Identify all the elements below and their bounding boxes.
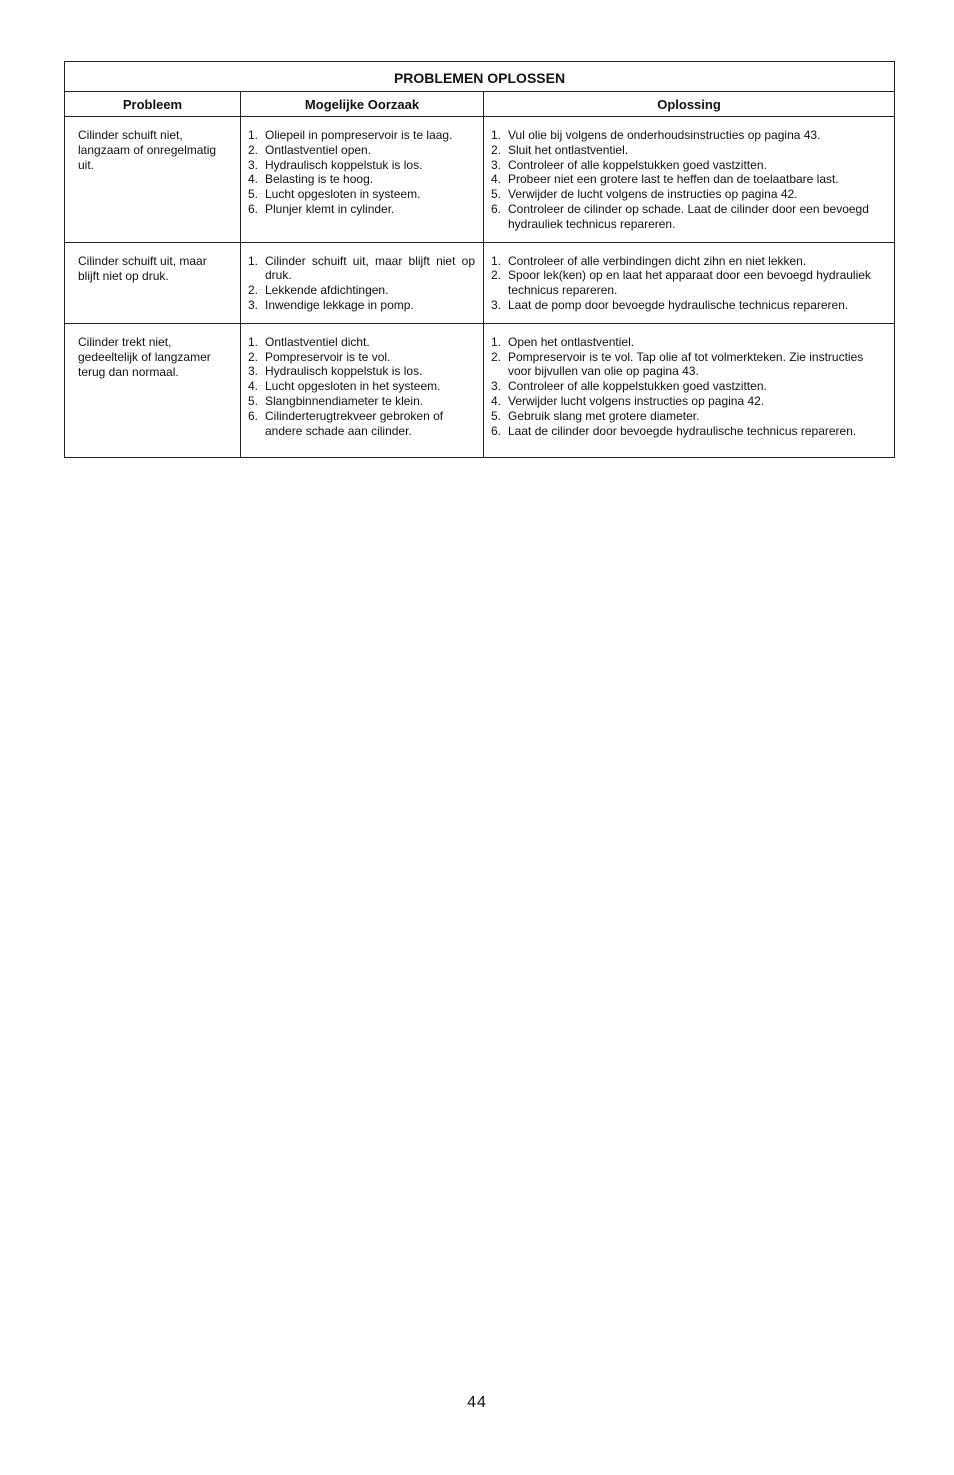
cause-list bbox=[248, 335, 475, 439]
solution-list bbox=[491, 335, 886, 439]
list-item: 6. Controleer de cilinder op schade. Laat de cilinder door een bevoegd hydrauliek technicus repareren. bbox=[491, 201, 869, 231]
problem-cell: Cilinder schuift uit, maar blijft niet op druk. bbox=[65, 242, 241, 323]
list-item: 3. Hydraulisch koppelstuk is los. bbox=[248, 157, 423, 172]
list-item: 2. Lekkende afdichtingen. bbox=[248, 283, 389, 298]
table-title: PROBLEMEN OPLOSSEN bbox=[65, 62, 895, 92]
problem-cell: Cilinder trekt niet, gedeeltelijk of langzamer terug dan normaal. bbox=[65, 323, 241, 457]
list-item: 6. Cilinderterugtrekveer gebroken of andere schade aan cilinder. bbox=[248, 408, 444, 438]
list-item: 3. Hydraulisch koppelstuk is los. bbox=[248, 364, 423, 379]
cause-list bbox=[248, 128, 475, 217]
list-item: 2. Pompreservoir is te vol. Tap olie af tot volmerkteken. Zie instructies voor bijvullen van olie op pagina 43. bbox=[491, 349, 864, 379]
list-item: 2. Spoor lek(ken) op en laat het apparaat door een bevoegd hydrauliek technicus repareren. bbox=[491, 268, 871, 298]
list-item: 1. Vul olie bij volgens de onderhoudsinstructies op pagina 43. bbox=[491, 128, 821, 142]
list-item: 1. Oliepeil in pompreservoir is te laag. bbox=[248, 128, 453, 142]
list-item: 5. Gebruik slang met grotere diameter. bbox=[491, 408, 700, 423]
list-item: 1. Open het ontlastventiel. bbox=[491, 334, 635, 349]
cause-cell bbox=[241, 323, 484, 457]
column-header-solution: Oplossing bbox=[484, 92, 895, 117]
list-item: 5. Lucht opgesloten in systeem. bbox=[248, 187, 421, 202]
cause-cell bbox=[241, 242, 484, 323]
list-item: 5. Verwijder de lucht volgens de instructies op pagina 42. bbox=[491, 187, 798, 202]
list-item: 4. Verwijder lucht volgens instructies op pagina 42. bbox=[491, 393, 765, 408]
list-item: 1. Cilinder schuift uit, maar blijft niet op druk. bbox=[248, 253, 475, 283]
list-item: 3. Laat de pomp door bevoegde hydraulische technicus repareren. bbox=[491, 297, 849, 312]
solution-list bbox=[491, 128, 886, 232]
troubleshooting-table bbox=[64, 61, 895, 458]
solution-cell bbox=[484, 242, 895, 323]
solution-cell bbox=[484, 117, 895, 243]
list-item: 4. Lucht opgesloten in het systeem. bbox=[248, 379, 441, 394]
list-item: 5. Slangbinnendiameter te klein. bbox=[248, 393, 424, 408]
table-row bbox=[65, 323, 895, 457]
list-item: 3. Controleer of alle koppelstukken goed vastzitten. bbox=[491, 379, 767, 394]
list-item: 3. Inwendige lekkage in pomp. bbox=[248, 297, 414, 312]
list-item: 6. Plunjer klemt in cylinder. bbox=[248, 201, 395, 216]
list-item: 4. Probeer niet een grotere last te heffen dan de toelaatbare last. bbox=[491, 172, 839, 187]
table-row bbox=[65, 242, 895, 323]
list-item: 2. Sluit het ontlastventiel. bbox=[491, 142, 629, 157]
list-item: 6. Laat de cilinder door bevoegde hydraulische technicus repareren. bbox=[491, 423, 857, 438]
column-header-problem: Probleem bbox=[65, 92, 241, 117]
solution-list bbox=[491, 254, 886, 313]
table-row bbox=[65, 117, 895, 243]
list-item: 3. Controleer of alle koppelstukken goed vastzitten. bbox=[491, 157, 767, 172]
cause-cell bbox=[241, 117, 484, 243]
column-header-cause: Mogelijke Oorzaak bbox=[241, 92, 484, 117]
list-item: 2. Ontlastventiel open. bbox=[248, 142, 372, 157]
list-item: 1. Ontlastventiel dicht. bbox=[248, 334, 370, 349]
page-number: 44 bbox=[467, 1394, 487, 1411]
list-item: 1. Controleer of alle verbindingen dicht zihn en niet lekken. bbox=[491, 253, 807, 268]
list-item: 4. Belasting is te hoog. bbox=[248, 172, 374, 187]
problem-cell: Cilinder schuift niet, langzaam of onregelmatig uit. bbox=[65, 117, 241, 243]
cause-list bbox=[248, 254, 475, 313]
list-item: 2. Pompreservoir is te vol. bbox=[248, 349, 391, 364]
solution-cell bbox=[484, 323, 895, 457]
